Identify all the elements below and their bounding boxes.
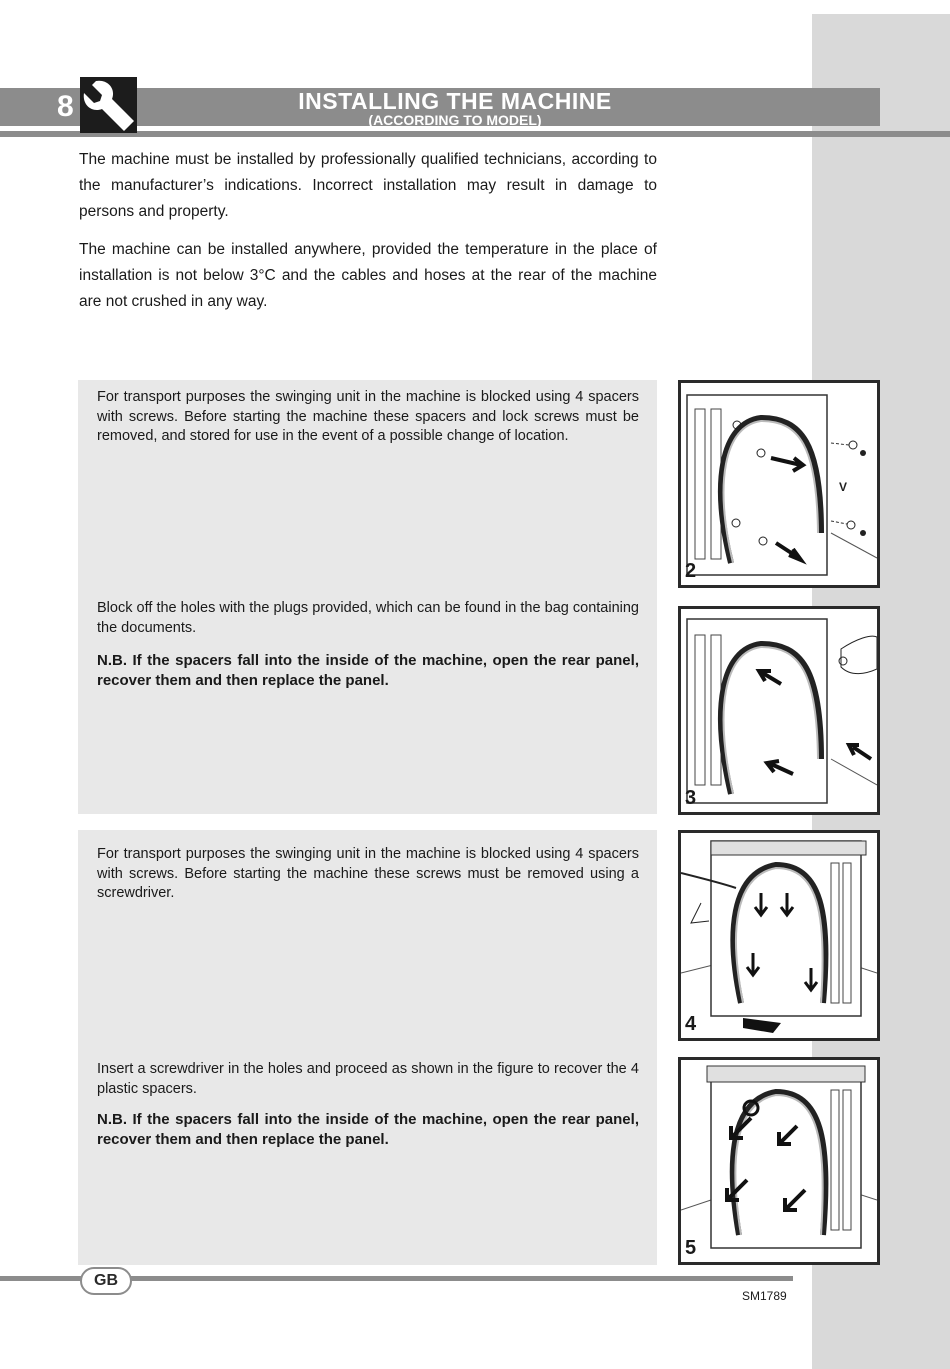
intro-paragraph-1: The machine must be installed by professionally qualified technicians, according to the manufacturer’s indications. Incorrect installation may result in damage to persons and property. xyxy=(79,151,657,220)
figure-3 xyxy=(678,606,880,815)
screws-section-box xyxy=(78,830,657,1265)
machine-rear-illustration-2 xyxy=(681,383,877,585)
machine-rear-illustration-5 xyxy=(681,1060,877,1262)
figure-2 xyxy=(678,380,880,588)
page-subtitle: (ACCORDING TO MODEL) xyxy=(368,112,542,128)
screwdriver-instruction: Insert a screwdriver in the holes and proceed as shown in the figure to recover the 4 plastic spacers. xyxy=(97,1061,639,1097)
plugs-instruction: Block off the holes with the plugs provided, which can be found in the bag containing the documents. xyxy=(97,600,639,636)
spacers-note: N.B. If the spacers fall into the inside of the machine, open the rear panel, recover them and then replace the panel. xyxy=(97,652,639,689)
language-badge: GB xyxy=(80,1267,132,1295)
figure-3-number: 3 xyxy=(685,787,697,809)
machine-rear-illustration-4 xyxy=(681,833,877,1038)
document-code: SM1789 xyxy=(742,1289,787,1303)
machine-rear-illustration-3 xyxy=(681,609,877,812)
page-number: 8 xyxy=(57,90,74,123)
wrench-icon xyxy=(80,77,137,133)
intro-paragraph-2: The machine can be installed anywhere, provided the temperature in the place of installation is not below 3°C and the cables and hoses at the rear of the machine are not crushed in any way. xyxy=(79,241,657,310)
figure-2-number: 2 xyxy=(685,560,697,582)
figure-4-number: 4 xyxy=(685,1013,697,1035)
header-rule xyxy=(0,131,950,137)
spacers-instruction: For transport purposes the swinging unit in the machine is blocked using 4 spacers with screws. Before starting the machine these spacers and lock screws must be removed, and stored for use in the event of a possible change of location. xyxy=(97,389,639,444)
screws-note: N.B. If the spacers fall into the inside of the machine, open the rear panel, recover them and then replace the panel. xyxy=(97,1111,639,1148)
screws-instruction: For transport purposes the swinging unit in the machine is blocked using 4 spacers with screws. Before starting the machine these screws must be removed using a screwdriver. xyxy=(97,846,639,901)
spacers-section-box xyxy=(78,380,657,814)
page-title: INSTALLING THE MACHINE xyxy=(298,88,612,114)
fig2-label-v: V xyxy=(839,480,848,494)
figure-5 xyxy=(678,1057,880,1265)
figure-5-number: 5 xyxy=(685,1237,697,1259)
figure-4 xyxy=(678,830,880,1041)
